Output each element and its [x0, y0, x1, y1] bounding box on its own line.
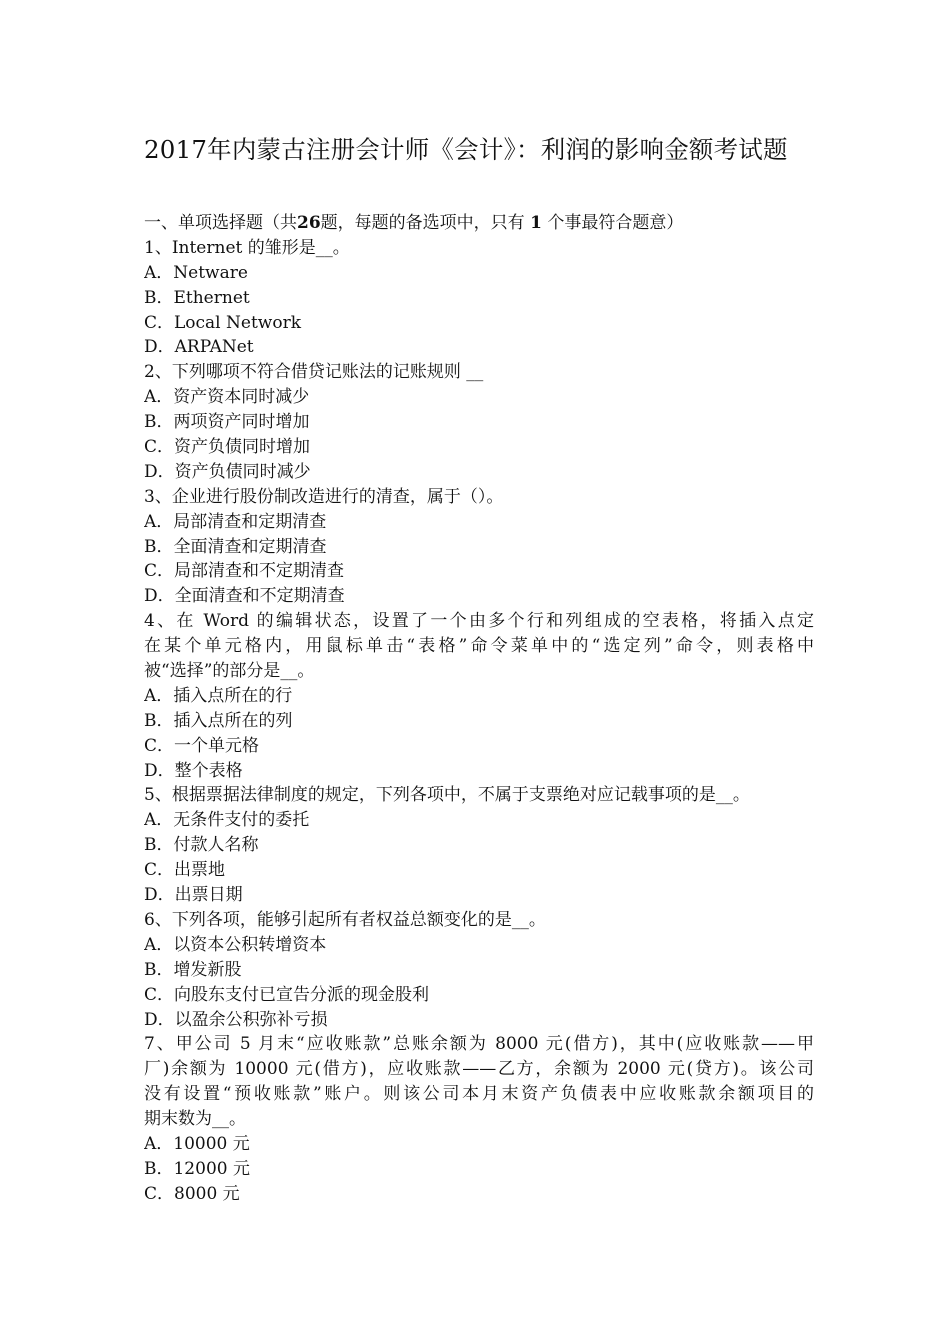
question-7-stem: 期末数为__。 — [144, 1109, 246, 1130]
option-line: C．8000 元 — [144, 1183, 240, 1204]
option-line: A．以资本公积转增资本 — [144, 934, 327, 955]
option-line: C．出票地 — [144, 860, 226, 881]
page-title: 2017年内蒙古注册会计师《会计》：利润的影响金额考试题 — [144, 135, 788, 164]
question-7-stem: 厂)余额为 10000 元(借方)，应收账款——乙方，余额为 2000 元(贷方)。该公司 — [144, 1059, 814, 1080]
option-line: A．无条件支付的委托 — [144, 810, 310, 831]
option-line: B．付款人名称 — [144, 835, 259, 856]
option-line: B．12000 元 — [144, 1158, 250, 1179]
option-line: B．插入点所在的列 — [144, 710, 293, 731]
option-line: A．Netware — [144, 262, 248, 283]
question-4-stem: 4、在 Word 的编辑状态，设置了一个由多个行和列组成的空表格，将插入点定 — [144, 611, 814, 632]
option-line: B．增发新股 — [144, 959, 242, 980]
option-line: B．全面清查和定期清查 — [144, 536, 327, 557]
option-line: C．向股东支付已宣告分派的现金股利 — [144, 984, 430, 1005]
question-count: 26 — [297, 213, 321, 233]
option-line: C．Local Network — [144, 312, 302, 333]
section-suffix: 个事最符合题意） — [547, 213, 684, 233]
answer-count: 1 — [530, 213, 542, 233]
option-line: C．资产负债同时增加 — [144, 437, 311, 458]
question-2-stem: 2、下列哪项不符合借贷记账法的记账规则 __ — [144, 362, 484, 383]
question-1-stem: 1、Internet 的雏形是__。 — [144, 237, 350, 258]
question-4-stem: 被“选择”的部分是__。 — [144, 661, 315, 682]
option-line: C．一个单元格 — [144, 735, 260, 756]
option-line: A．资产资本同时减少 — [144, 387, 310, 408]
option-line: A．插入点所在的行 — [144, 685, 293, 706]
option-line: D．整个表格 — [144, 760, 243, 781]
question-5-stem: 5、根据票据法律制度的规定，下列各项中，不属于支票绝对应记载事项的是__。 — [144, 785, 750, 806]
question-7-stem: 7、甲公司 5 月末“应收账款”总账余额为 8000 元(借方)，其中(应收账款——甲 — [144, 1034, 814, 1055]
question-4-stem: 在某个单元格内，用鼠标单击“表格”命令菜单中的“选定列”命令，则表格中 — [144, 636, 814, 657]
option-line: C．局部清查和不定期清查 — [144, 561, 345, 582]
question-7-stem: 没有设置“预收账款”账户。则该公司本月末资产负债表中应收账款余额项目的 — [144, 1084, 814, 1105]
question-3-stem: 3、企业进行股份制改造进行的清查，属于（）。 — [144, 486, 504, 507]
option-line: A．10000 元 — [144, 1133, 250, 1154]
section-prefix: 一、单项选择题（共 — [144, 213, 297, 233]
option-line: B．两项资产同时增加 — [144, 412, 310, 433]
option-line: D．ARPANet — [144, 337, 254, 358]
document-body — [144, 211, 814, 1207]
question-6-stem: 6、下列各项，能够引起所有者权益总额变化的是__。 — [144, 909, 546, 930]
option-line: D．出票日期 — [144, 885, 243, 906]
option-line: D．以盈余公积弥补亏损 — [144, 1009, 328, 1030]
option-line: D．资产负债同时减少 — [144, 461, 311, 482]
section-heading — [144, 211, 814, 236]
option-line: D．全面清查和不定期清查 — [144, 586, 345, 607]
section-middle: 题，每题的备选项中，只有 — [320, 213, 525, 233]
option-line: B．Ethernet — [144, 287, 250, 308]
option-line: A．局部清查和定期清查 — [144, 511, 327, 532]
